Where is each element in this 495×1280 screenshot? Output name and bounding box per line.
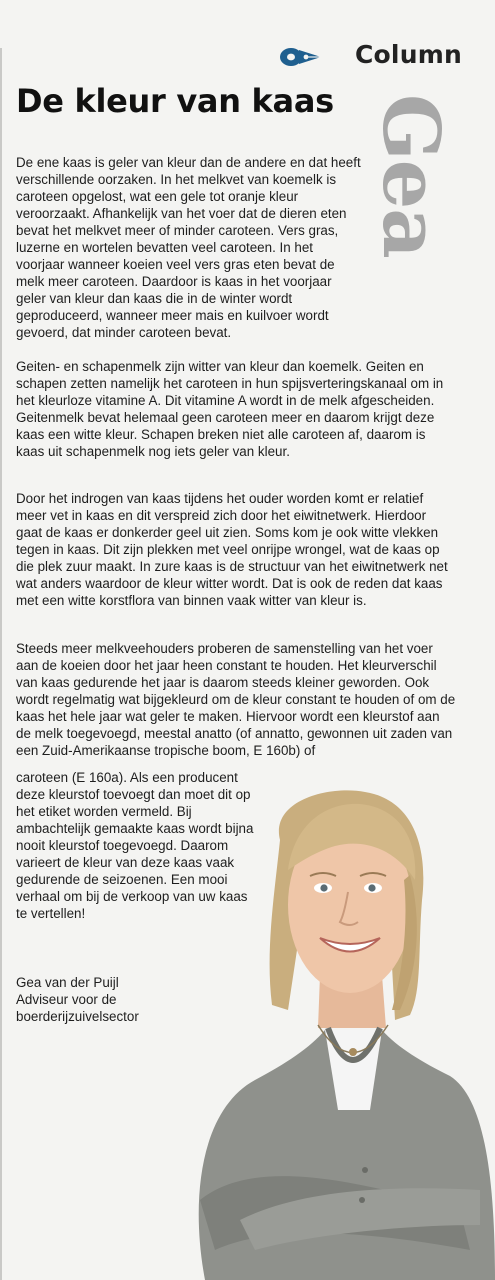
article-paragraph: Geiten- en schapenmelk zijn witter van kleur dan koemelk. Geiten en schapen zetten namelijk het caroteen in hun spijsverteringskanaal om in het kleurloze vitamine A. Dit vitamine A wordt in de melk afgescheiden. Geitenmelk bevat helemaal geen caroteen meer en daarom krijgt deze kaas een witte kleur. Schapen breken niet alle caroteen af, daarom is kaas uit schapenmelk nog iets geler van kleur. xyxy=(16,359,444,459)
vertical-author-word: Gea xyxy=(365,94,456,258)
page-edge-rule xyxy=(0,48,2,1280)
article-title: De kleur van kaas xyxy=(16,82,334,120)
author-role: Adviseur voor de boerderijzuivelsector xyxy=(16,992,139,1024)
pen-nib-logo-icon xyxy=(279,44,323,70)
article-paragraph: Door het indrogen van kaas tijdens het ouder worden komt er relatief meer vet in kaas en dit verspreid zich door het eiwitnetwerk. Hierdoor gaat de kaas er donkerder geel uit zien. Soms kom je ook witte vlekken tegen in kaas. Dit zijn plekken met veel onrijpe wrongel, wat de kaas op die plek zuur maakt. In zure kaas is de structuur van het eiwitnetwerk net wat anders waardoor de kleur witter wordt. Dat is ook de reden dat kaas met een witte korstflora van binnen vaak witter van kleur is. xyxy=(16,491,448,608)
article-paragraph: caroteen (E 160a). Als een producent deze kleurstof toevoegt dan moet dit op het etiket worden vermeld. Bij ambachtelijk gemaakte kaas wordt bijna nooit kleurstof toegevoegd. Daarom varieert de kleur van deze kaas vaak gedurende de seizoenen. Een mooi verhaal om bij de verkoop van uw kaas te vertellen! xyxy=(16,770,254,921)
article-paragraph: De ene kaas is geler van kleur dan de andere en dat heeft verschillende oorzaken. In het melkvet van koemelk is caroteen opgelost, wat een gele tot oranje kleur veroorzaakt. Afhankelijk van het voer dat de dieren eten bevat het melkvet meer of minder caroteen. Vers gras, luzerne en wortelen bevatten veel caroteen. In het voorjaar wanneer koeien veel vers gras eten bevat de melk meer caroteen. Daardoor is kaas in het voorjaar geler van kleur dan kaas die in de winter wordt geproduceerd, wanneer meer mais en kuilvoer wordt gevoerd, dat minder caroteen bevat. xyxy=(16,155,361,340)
section-label: Column xyxy=(355,40,462,69)
author-name: Gea van der Puijl xyxy=(16,975,119,990)
author-portrait xyxy=(160,780,495,1280)
article-paragraph: Steeds meer melkveehouders proberen de samenstelling van het voer aan de koeien door het jaar heen constant te houden. Het kleurverschil van kaas gedurende het jaar is daarom steeds kleiner geworden. Ook wordt regelmatig wat bijgekleurd om de kleur constant te houden of om de kaas het hele jaar wat geler te maken. Hiervoor wordt een kleurstof aan de melk toegevoegd, meestal anatto (of annatto, gewonnen uit zaden van een Zuid-Amerikaanse tropische boom, E 160b) of xyxy=(16,641,456,758)
